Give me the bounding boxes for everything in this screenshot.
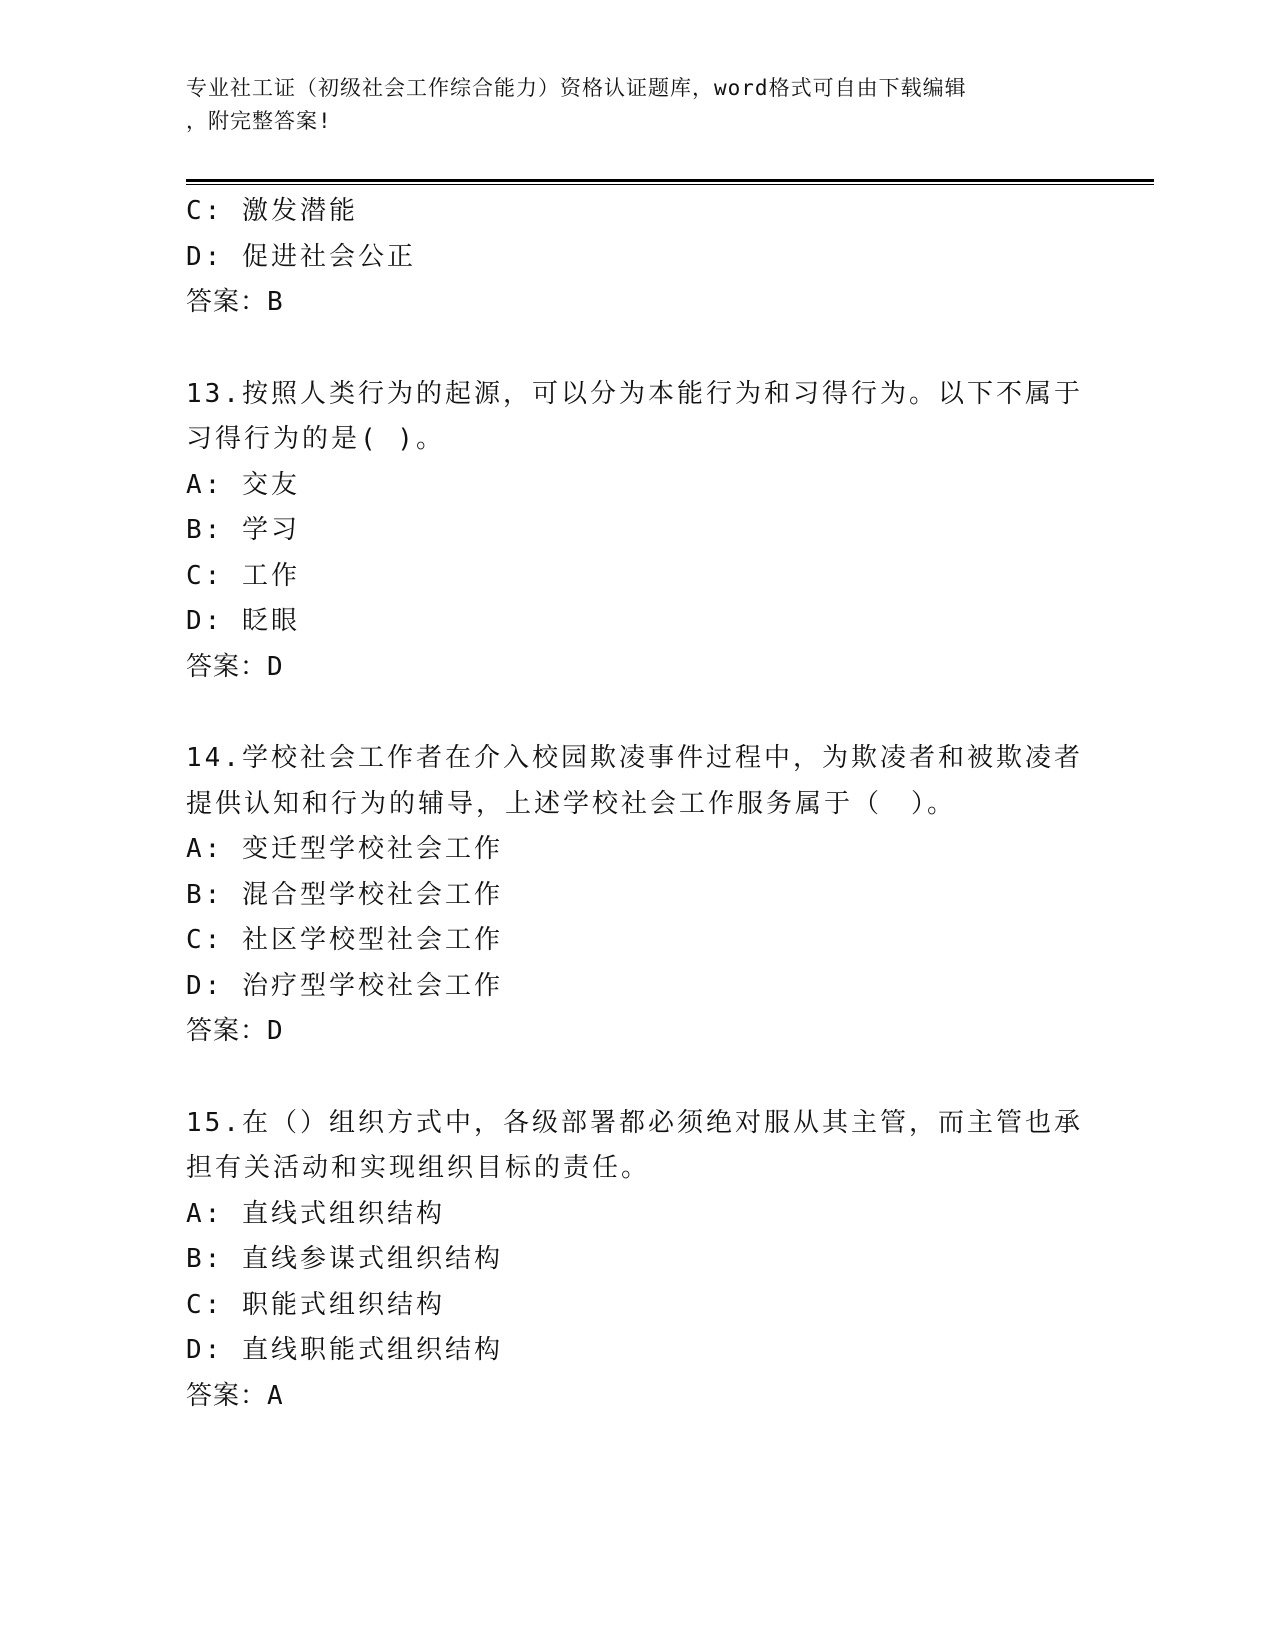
option-b: B: 学习 — [186, 515, 300, 545]
option-d: D: 促进社会公正 — [186, 241, 416, 272]
question-stem-line: 担有关活动和实现组织目标的责任。 — [186, 1153, 651, 1183]
option-c: C: 职能式组织结构 — [186, 1289, 445, 1320]
option-b: B: 直线参谋式组织结构 — [186, 1244, 503, 1274]
option-c: C: 工作 — [186, 560, 300, 591]
option-b: B: 混合型学校社会工作 — [186, 879, 503, 910]
question-stem-line: 14.学校社会工作者在介入校园欺凌事件过程中，为欺凌者和被欺凌者 — [186, 743, 1083, 773]
option-a: A: 直线式组织结构 — [186, 1198, 445, 1229]
question-15 — [186, 1101, 1086, 1420]
header-rule-thin — [186, 184, 1154, 185]
spacer — [186, 326, 1086, 372]
question-stem-line: 13.按照人类行为的起源，可以分为本能行为和习得行为。以下不属于 — [186, 378, 1083, 409]
document-body — [186, 189, 1086, 1419]
option-d: D: 眨眼 — [186, 606, 300, 636]
question-13 — [186, 372, 1086, 691]
spacer — [186, 690, 1086, 736]
spacer — [186, 1055, 1086, 1101]
header-line-1: 专业社工证（初级社会工作综合能力）资格认证题库，word格式可自由下载编辑 — [186, 76, 967, 100]
question-stem-line: 15.在（）组织方式中，各级部署都必须绝对服从其主管，而主管也承 — [186, 1107, 1083, 1138]
option-c: C: 社区学校型社会工作 — [186, 925, 503, 955]
option-a: A: 变迁型学校社会工作 — [186, 834, 503, 864]
question-stem-line: 习得行为的是( )。 — [186, 424, 445, 454]
header-line-2: ，附完整答案! — [186, 109, 332, 133]
answer: 答案：B — [186, 287, 284, 317]
answer: 答案：D — [186, 651, 284, 682]
answer: 答案：A — [186, 1380, 284, 1411]
answer: 答案：D — [186, 1016, 284, 1046]
question-stem-line: 提供认知和行为的辅导，上述学校社会工作服务属于（ ）。 — [186, 788, 957, 819]
question-14 — [186, 736, 1086, 1055]
question-12-remainder — [186, 189, 1086, 326]
option-d: D: 直线职能式组织结构 — [186, 1335, 503, 1365]
header-rule-thick — [186, 179, 1154, 182]
option-a: A: 交友 — [186, 469, 300, 500]
option-d: D: 治疗型学校社会工作 — [186, 970, 503, 1001]
option-c: C: 激发潜能 — [186, 196, 358, 226]
page-header — [186, 72, 1086, 138]
